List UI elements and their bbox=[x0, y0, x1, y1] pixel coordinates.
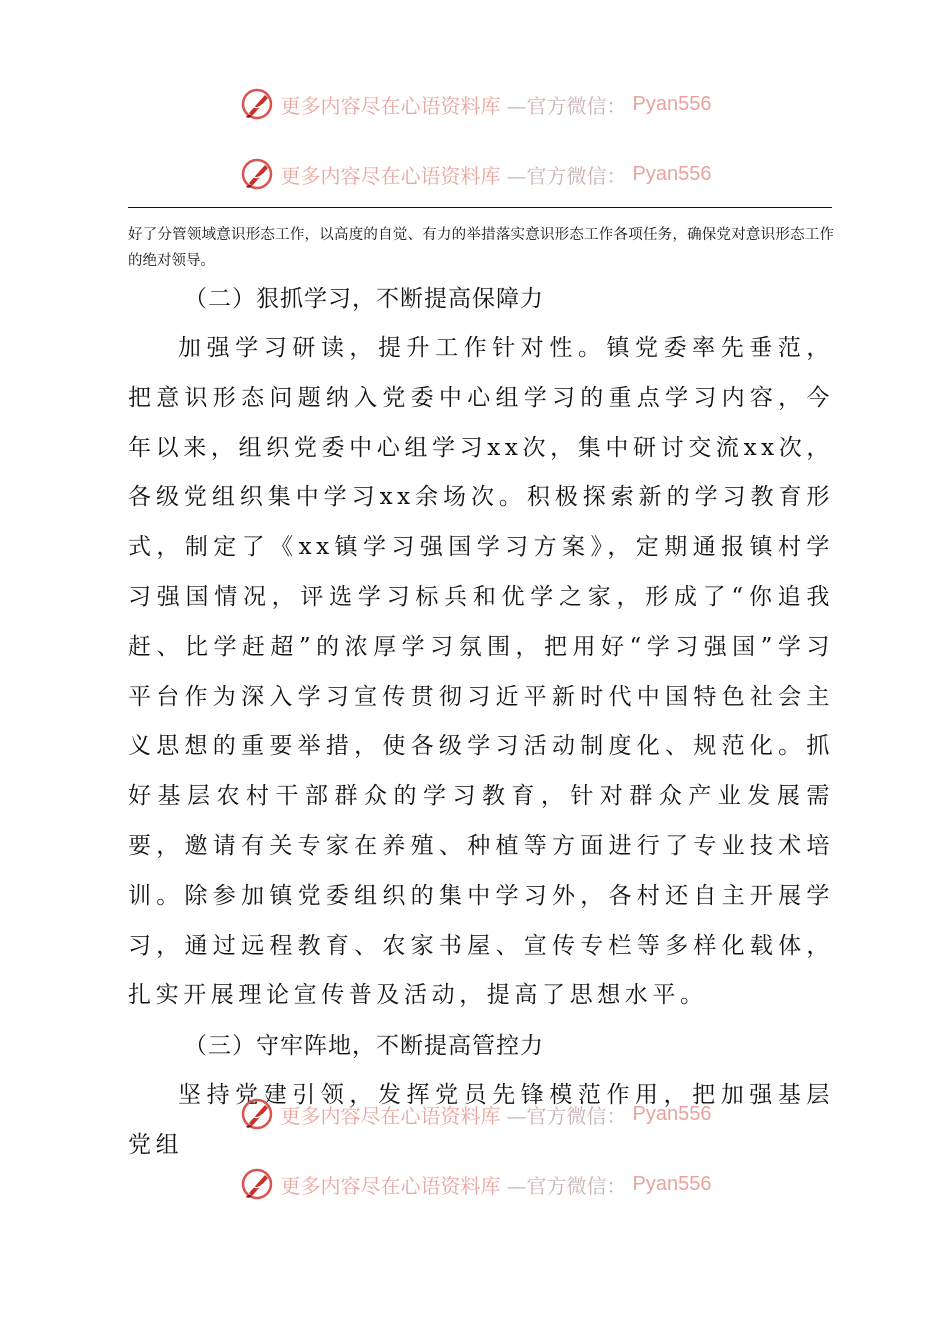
watermark-title: 更多内容尽在心语资料库 bbox=[280, 163, 501, 188]
watermark-label: —官方微信： bbox=[506, 93, 627, 118]
watermark-label: —官方微信： bbox=[506, 1103, 627, 1128]
pen-logo-icon bbox=[239, 1166, 275, 1202]
watermark-title: 更多内容尽在心语资料库 bbox=[280, 93, 501, 118]
watermark-bottom-2 bbox=[0, 1162, 950, 1206]
pen-logo-icon bbox=[239, 156, 275, 192]
document-body bbox=[128, 274, 834, 1171]
section3-heading: （三）守牢阵地，不断提高管控力 bbox=[184, 1033, 544, 1060]
watermark-title: 更多内容尽在心语资料库 bbox=[280, 1103, 501, 1128]
section3-paragraph: 坚持党建引领，发挥党员先锋模范作用，把加强基层党组 bbox=[128, 1082, 834, 1158]
watermark-wechat-id: Pyan556 bbox=[632, 1102, 712, 1125]
watermark-top-1 bbox=[0, 82, 950, 126]
watermark-wechat-id: Pyan556 bbox=[632, 1172, 712, 1195]
watermark-wechat-id: Pyan556 bbox=[632, 162, 712, 185]
section2-heading: （二）狠抓学习，不断提高保障力 bbox=[184, 286, 544, 312]
pen-logo-icon bbox=[239, 1096, 275, 1132]
watermark-label: —官方微信： bbox=[506, 1173, 627, 1198]
header-divider bbox=[128, 207, 832, 208]
pen-logo-icon bbox=[239, 86, 275, 122]
watermark-title: 更多内容尽在心语资料库 bbox=[280, 1173, 501, 1198]
intro-paragraph: 好了分管领域意识形态工作，以高度的自觉、有力的举措落实意识形态工作各项任务，确保党对意识形态工作的绝对领导。 bbox=[128, 227, 834, 269]
watermark-wechat-id: Pyan556 bbox=[632, 92, 712, 115]
watermark-top-2 bbox=[0, 152, 950, 196]
watermark-label: —官方微信： bbox=[506, 163, 627, 188]
watermark-bottom-1 bbox=[0, 1092, 950, 1136]
section2-paragraph: 加强学习研读，提升工作针对性。镇党委率先垂范，把意识形态问题纳入党委中心组学习的重点学习内容，今年以来，组织党委中心组学习xx次，集中研讨交流xx次，各级党组织集中学习xx余场次。积极探索新的学习教育形式，制定了《xx镇学习强国学习方案》，定期通报镇村学习强国情况，评选学习标兵和优学之家，形成了“你追我赶、比学赶超”的浓厚学习氛围，把用好“学习强国”学习平台作为深入学习宣传贯彻习近平新时代中国特色社会主义思想的重要举措，使各级学习活动制度化、规范化。抓好基层农村干部群众的学习教育，针对群众产业发展需要，邀请有关专家在养殖、种植等方面进行了专业技术培训。除参加镇党委组织的集中学习外，各村还自主开展学习，通过远程教育、农家书屋、宣传专栏等多样化载体，扎实开展理论宣传普及活动，提高了思想水平。 bbox=[128, 335, 834, 1009]
